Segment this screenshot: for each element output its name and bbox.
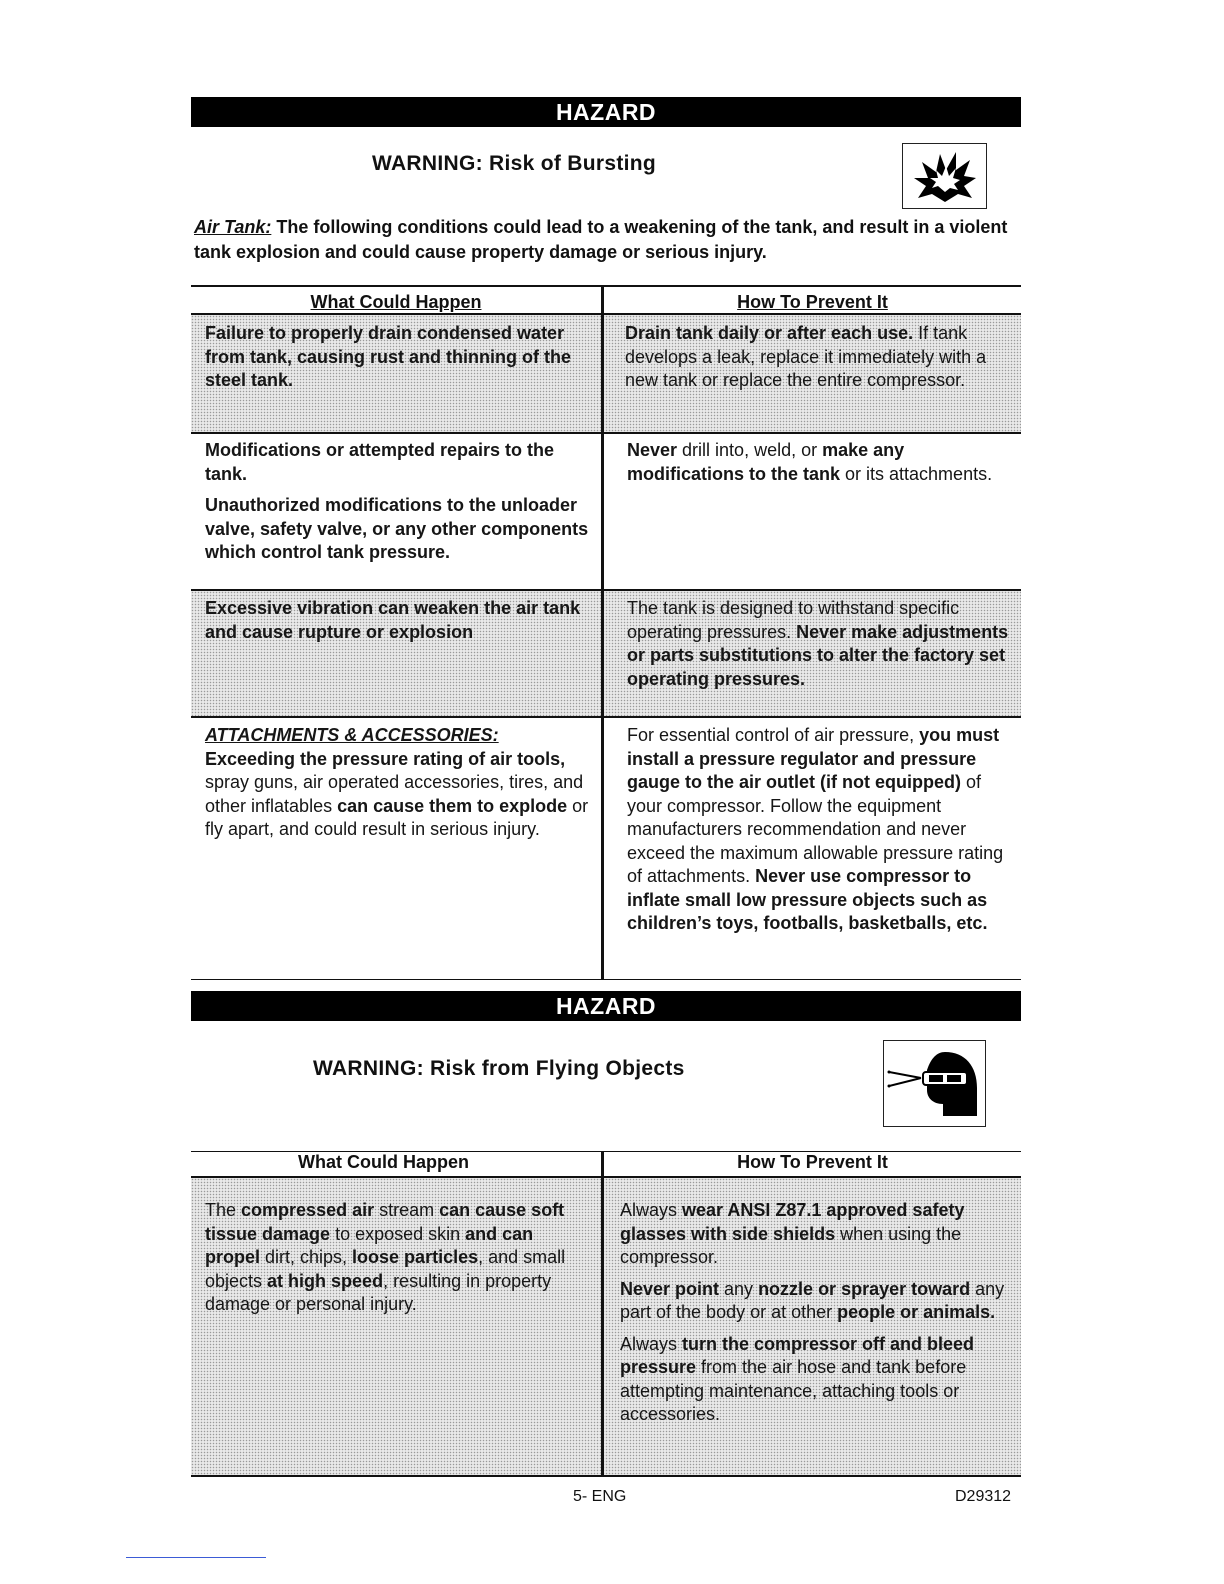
p2-text2: any part of the body or at other — [620, 1278, 1005, 1322]
row4-happen-bold2: can cause them to explode — [337, 795, 568, 816]
p2-bold1: Never point — [620, 1278, 720, 1299]
table1-row4-prevent — [627, 724, 1019, 936]
t2-happen-text5: , and small objects — [205, 1247, 566, 1291]
row4-prevent-bold2: Never use compressor to inflate small low pressure objects such as children’s toys, footballs, basketballs, etc. — [627, 866, 988, 933]
table1-row2-happen — [205, 439, 590, 573]
t2-happen-bold1: compressed air — [241, 1200, 375, 1220]
row2-happen-bold2: Unauthorized modifications to the unloader valve, safety valve, or any other components which control tank pressure. — [205, 495, 589, 562]
row4-prevent-text2: of your compressor. Follow the equipment manufacturers recommendation and never exceed the maximum allowable pressure rating of attachments. — [627, 772, 1004, 886]
row1-prevent-text: If tank develops a leak, replace it immediately with a new tank or replace the entire compressor. — [625, 323, 987, 390]
page-number: 5- ENG — [573, 1488, 627, 1505]
t2-happen-text4: dirt, chips, — [260, 1247, 353, 1267]
table1-row3-prevent — [627, 597, 1019, 691]
p2-text1: any — [719, 1278, 759, 1299]
safety-goggles-icon-box — [883, 1040, 986, 1127]
explosion-icon-box — [902, 143, 987, 209]
row2-prevent-bold1: Never — [627, 440, 678, 460]
p2-bold3: people or animals. — [837, 1302, 996, 1322]
p3-text1: Always — [620, 1333, 683, 1354]
air-tank-intro-text: The following conditions could lead to a weakening of the tank, and result in a violent tank explosion and could cause property damage or serious injury. — [194, 217, 1008, 262]
table2-col2-header: How To Prevent It — [737, 1152, 888, 1172]
warning-title-flying: WARNING: Risk from Flying Objects — [313, 1057, 685, 1080]
document-code: D29312 — [955, 1488, 1012, 1505]
row4-happen-text1: spray guns, air operated accessories, tires, and other inflatables — [205, 772, 584, 816]
row3-prevent-text: The tank is designed to withstand specific operating pressures. — [627, 598, 960, 642]
row1-prevent-bold: Drain tank daily or after each use. — [625, 323, 914, 343]
row2-prevent-text1: drill into, weld, or — [677, 440, 823, 460]
table1-row1-happen — [205, 322, 590, 393]
table2-column-divider — [601, 1151, 604, 1477]
t2-happen-text1: The — [205, 1200, 242, 1220]
row1-happen-bold: Failure to properly drain condensed water from tank, causing rust and thinning of the steel tank. — [205, 323, 572, 390]
warning-title-bursting: WARNING: Risk of Bursting — [372, 152, 656, 175]
row2-happen-text1: or attempted repairs to the tank. — [205, 440, 555, 484]
hazard-banner-1: HAZARD — [191, 97, 1021, 127]
t2-prevent-para3 — [620, 1333, 1018, 1427]
p1-text1: Always — [620, 1200, 683, 1220]
table1-row3-happen — [205, 597, 590, 644]
p2-bold2: nozzle or sprayer toward — [758, 1278, 971, 1299]
safety-goggles-icon — [887, 1044, 983, 1124]
table2-happen — [205, 1199, 590, 1317]
table1-top-rule — [191, 285, 1021, 287]
table1-row4-happen — [205, 724, 590, 842]
air-tank-label: Air Tank: — [194, 217, 272, 237]
t2-happen-bold2: can cause soft tissue damage — [205, 1200, 565, 1244]
row3-happen-bold: Excessive vibration can weaken the air tank and cause rupture or explosion — [205, 598, 581, 642]
table1-row2-prevent — [627, 439, 1017, 486]
t2-happen-bold5: at high speed — [267, 1270, 384, 1291]
row4-prevent-text1: For essential control of air pressure, — [627, 725, 920, 745]
row4-happen-text2: or fly apart, and could result in serious injury. — [205, 795, 589, 839]
t2-happen-text3: to exposed skin — [330, 1223, 466, 1244]
attachments-heading: ATTACHMENTS & ACCESSORIES: — [205, 725, 499, 745]
row4-prevent-bold1: you must install a pressure regulator and pressure gauge to the air outlet (if not equipped) — [627, 725, 1000, 792]
row3-prevent-bold: Never make adjustments or parts substitutions to alter the factory set operating pressures. — [627, 621, 1009, 689]
row2-prevent-text2: or its attachments. — [840, 463, 993, 484]
hazard-banner-2: HAZARD — [191, 991, 1021, 1021]
table1-row1-rule — [191, 432, 1021, 434]
row2-prevent-bold2: make any modifications to the tank — [627, 440, 905, 484]
table1-row1-prevent — [625, 322, 1015, 393]
row2-happen-bold1: Modifications — [205, 440, 321, 460]
t2-happen-bold3: and can propel — [205, 1223, 534, 1267]
table1-row3-rule — [191, 716, 1021, 718]
t2-happen-text6: , resulting in property damage or personal injury. — [205, 1270, 552, 1314]
row4-happen-bold1: Exceeding the pressure rating of air tools, — [205, 748, 566, 769]
t2-prevent-para1 — [620, 1199, 1018, 1270]
table2-prevent — [620, 1199, 1018, 1435]
table1-column-divider — [601, 285, 604, 980]
table2-col1-header: What Could Happen — [298, 1152, 469, 1172]
p3-text2: from the air hose and tank before attempting maintenance, attaching tools or accessories. — [620, 1357, 967, 1424]
t2-prevent-para2 — [620, 1278, 1018, 1325]
p1-text2: when using the compressor. — [620, 1223, 962, 1267]
p3-bold1: turn the compressor off and bleed pressure — [620, 1333, 975, 1377]
p1-bold1: wear ANSI Z87.1 approved safety glasses with side shields — [620, 1200, 965, 1244]
scan-edge-line — [126, 1557, 266, 1558]
t2-happen-bold4: loose particles — [352, 1247, 479, 1267]
t2-happen-text2: stream — [374, 1200, 440, 1220]
table2-bottom-rule — [191, 1475, 1021, 1477]
table1-col1-header: What Could Happen — [310, 292, 482, 312]
explosion-icon — [910, 148, 980, 204]
air-tank-intro — [194, 215, 1024, 265]
table1-col2-header: How To Prevent It — [737, 292, 888, 312]
table1-bottom-rule — [191, 979, 1021, 980]
